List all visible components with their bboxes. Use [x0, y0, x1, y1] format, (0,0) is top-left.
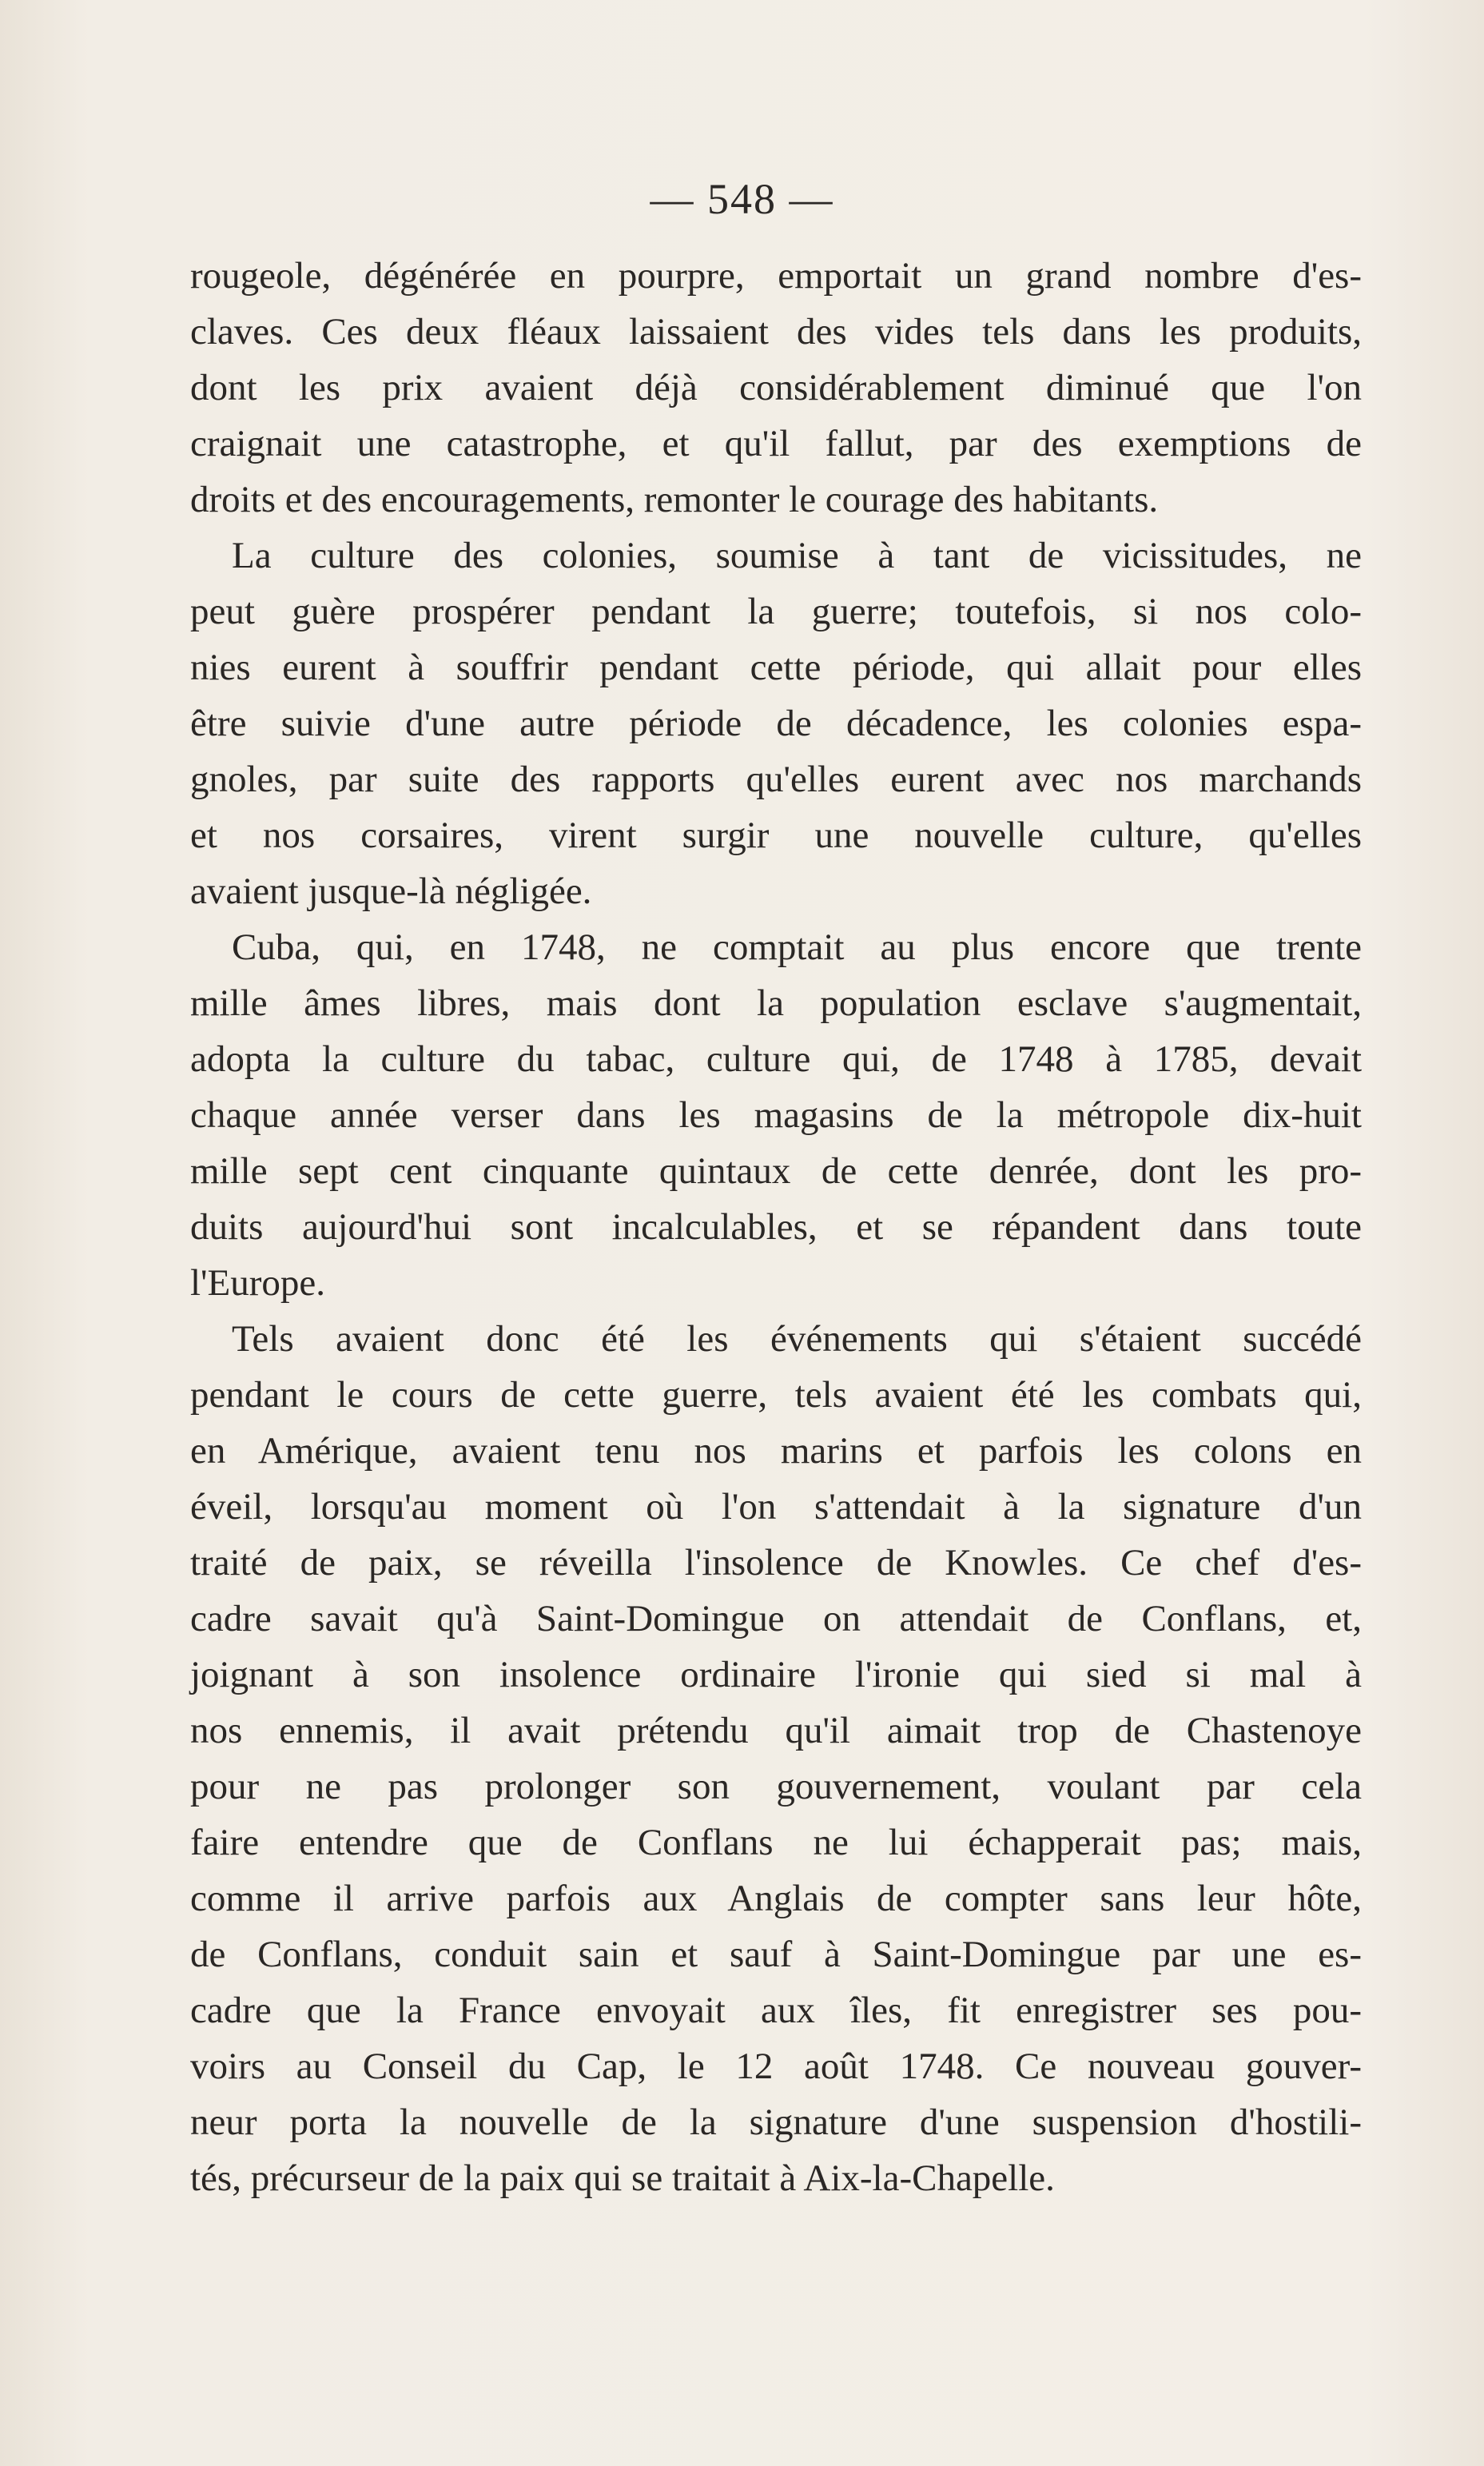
text-line: droits et des encouragements, remonter le courage des habitants.: [190, 479, 1159, 520]
text-line: gnoles, par suite des rapports qu'elles eurent avec nos marchands: [190, 759, 1362, 800]
text-line: duits aujourd'hui sont incalculables, et se répandent dans toute: [190, 1206, 1362, 1248]
text-line: pendant le cours de cette guerre, tels avaient été les combats qui,: [190, 1374, 1362, 1416]
text-line: neur porta la nouvelle de la signature d'une suspension d'hostili-: [190, 2101, 1362, 2143]
text-line: claves. Ces deux fléaux laissaient des vides tels dans les produits,: [190, 311, 1362, 353]
text-line: joignant à son insolence ordinaire l'ironie qui sied si mal à: [190, 1654, 1362, 1695]
text-line: comme il arrive parfois aux Anglais de compter sans leur hôte,: [190, 1878, 1362, 1919]
text-line: faire entendre que de Conflans ne lui échapperait pas; mais,: [190, 1822, 1362, 1863]
text-line: et nos corsaires, virent surgir une nouvelle culture, qu'elles: [190, 815, 1362, 856]
text-line: rougeole, dégénérée en pourpre, emportait un grand nombre d'es-: [190, 255, 1362, 297]
text-line: éveil, lorsqu'au moment où l'on s'attendait à la signature d'un: [190, 1486, 1362, 1528]
text-line: dont les prix avaient déjà considérablement diminué que l'on: [190, 367, 1362, 408]
text-line: craignait une catastrophe, et qu'il fallut, par des exemptions de: [190, 423, 1362, 464]
text-line: de Conflans, conduit sain et sauf à Saint-Domingue par une es-: [190, 1934, 1362, 1975]
text-line: l'Europe.: [190, 1262, 325, 1304]
text-line: être suivie d'une autre période de décadence, les colonies espa-: [190, 703, 1362, 744]
text-line: mille âmes libres, mais dont la population esclave s'augmentait,: [190, 982, 1362, 1024]
text-line: La culture des colonies, soumise à tant de vicissitudes, ne: [232, 535, 1362, 576]
text-line: cadre que la France envoyait aux îles, fit enregistrer ses pou-: [190, 1990, 1362, 2031]
text-line: Cuba, qui, en 1748, ne comptait au plus encore que trente: [232, 926, 1362, 968]
text-line: en Amérique, avaient tenu nos marins et parfois les colons en: [190, 1430, 1362, 1472]
text-line: chaque année verser dans les magasins de la métropole dix-huit: [190, 1094, 1362, 1136]
page-number: — 548 —: [650, 175, 834, 223]
text-line: nies eurent à souffrir pendant cette période, qui allait pour elles: [190, 647, 1362, 688]
text-line: Tels avaient donc été les événements qui s'étaient succédé: [232, 1318, 1362, 1360]
text-line: peut guère prospérer pendant la guerre; toutefois, si nos colo-: [190, 591, 1362, 632]
text-line: mille sept cent cinquante quintaux de cette denrée, dont les pro-: [190, 1150, 1362, 1192]
text-line: traité de paix, se réveilla l'insolence de Knowles. Ce chef d'es-: [190, 1542, 1362, 1584]
text-line: adopta la culture du tabac, culture qui, de 1748 à 1785, devait: [190, 1038, 1362, 1080]
text-line: avaient jusque-là négligée.: [190, 870, 592, 912]
text-line: voirs au Conseil du Cap, le 12 août 1748. Ce nouveau gouver-: [190, 2046, 1362, 2087]
text-line: nos ennemis, il avait prétendu qu'il aimait trop de Chastenoye: [190, 1710, 1362, 1751]
text-line: cadre savait qu'à Saint-Domingue on attendait de Conflans, et,: [190, 1598, 1362, 1639]
body-text: [190, 248, 1362, 2206]
text-line: tés, précurseur de la paix qui se traitait à Aix-la-Chapelle.: [190, 2157, 1055, 2199]
text-line: pour ne pas prolonger son gouvernement, voulant par cela: [190, 1766, 1362, 1807]
